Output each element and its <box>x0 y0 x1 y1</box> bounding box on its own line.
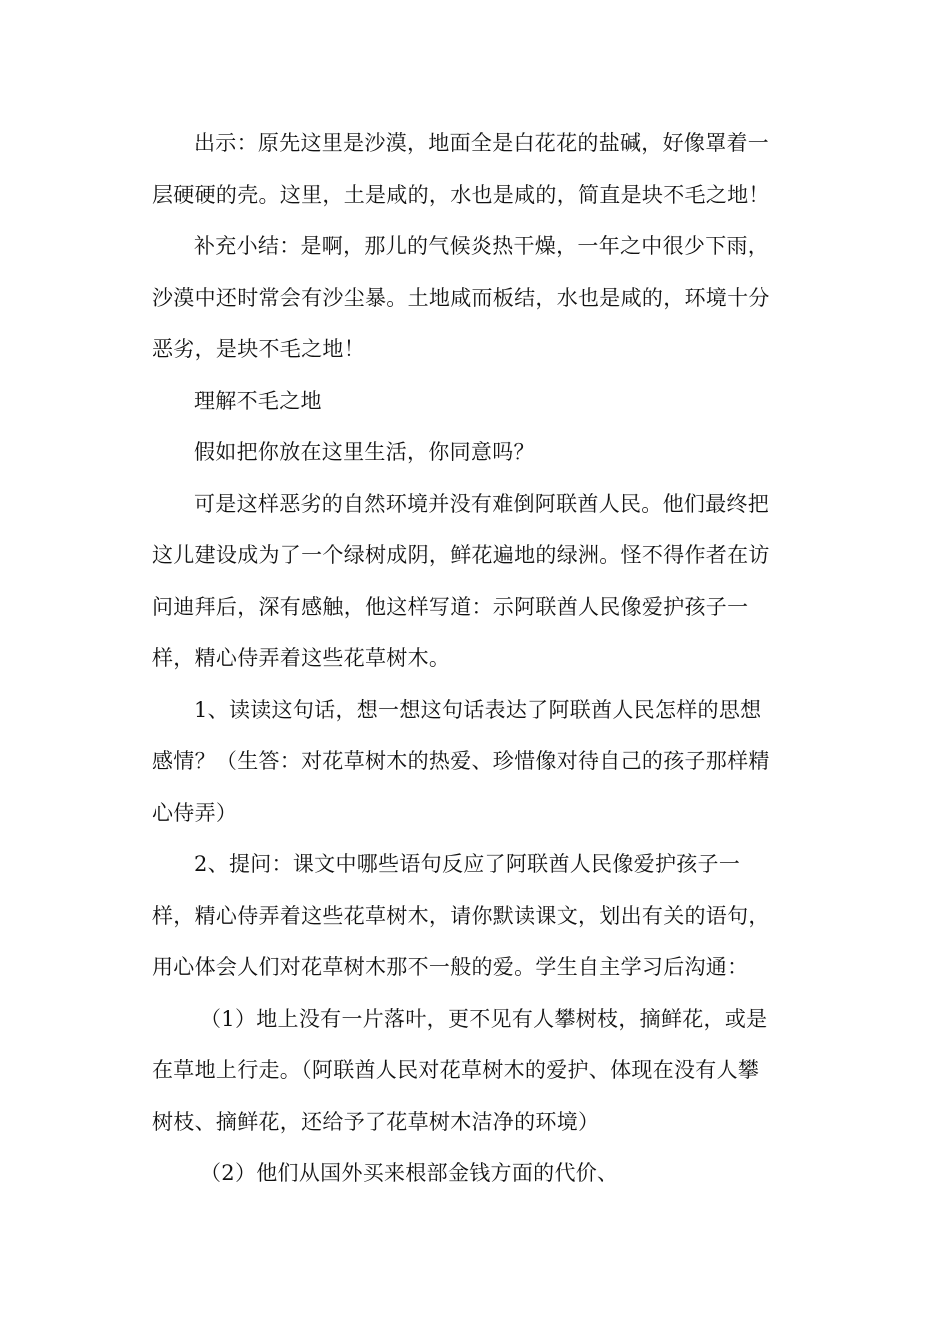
paragraph <box>152 221 800 376</box>
text-line: 树枝、摘鲜花，还给予了花草树木洁净的环境） <box>152 1109 600 1134</box>
text-line: 出示：原先这里是沙漠，地面全是白花花的盐碱，好像罩着一 <box>194 131 770 155</box>
text-line: （2）他们从国外买来根部金钱方面的代价、 <box>200 1161 619 1185</box>
text-line: 样，精心侍弄着这些花草树木。 <box>152 646 451 670</box>
paragraph <box>152 839 800 994</box>
text-line: 用心体会人们对花草树木那不一般的爱。学生自主学习后沟通： <box>152 955 749 979</box>
text-line: 补充小结：是啊，那儿的气候炎热干燥，一年之中很少下雨， <box>194 234 770 258</box>
text-line: 层硬硬的壳。这里，土是咸的，水也是咸的，简直是块不毛之地！ <box>152 182 770 207</box>
paragraph <box>152 376 800 428</box>
document-body <box>152 118 800 1200</box>
text-line: 理解不毛之地 <box>194 388 322 413</box>
text-line: 1、读读这句话，想一想这句话表达了阿联酋人民怎样的思想 <box>194 697 762 722</box>
paragraph <box>152 685 800 840</box>
text-line: （1）地上没有一片落叶，更不见有人攀树枝，摘鲜花，或是 <box>200 1006 768 1031</box>
paragraph <box>152 1148 800 1200</box>
text-line: 这儿建设成为了一个绿树成阴，鲜花遍地的绿洲。怪不得作者在访 <box>152 543 770 567</box>
paragraph <box>152 994 800 1149</box>
paragraph <box>152 427 800 479</box>
text-line: 恶劣，是块不毛之地！ <box>152 337 365 361</box>
text-line: 心侍弄） <box>152 800 238 825</box>
text-line: 感情？（生答：对花草树木的热爱、珍惜像对待自己的孩子那样精 <box>152 749 770 773</box>
text-line: 问迪拜后，深有感触，他这样写道：示阿联酋人民像爱护孩子一 <box>152 594 749 619</box>
text-line: 沙漠中还时常会有沙尘暴。土地咸而板结，水也是咸的，环境十分 <box>152 285 770 310</box>
text-line: 假如把你放在这里生活，你同意吗？ <box>194 440 535 464</box>
text-line: 2、提问：课文中哪些语句反应了阿联酋人民像爱护孩子一 <box>194 852 741 876</box>
paragraph <box>152 118 800 221</box>
paragraph <box>152 479 800 685</box>
text-line: 在草地上行走。（阿联酋人民对花草树木的爱护、体现在没有人攀 <box>152 1058 760 1082</box>
text-line: 样，精心侍弄着这些花草树木，请你默读课文，划出有关的语句， <box>152 903 770 928</box>
text-line: 可是这样恶劣的自然环境并没有难倒阿联酋人民。他们最终把 <box>194 491 770 516</box>
